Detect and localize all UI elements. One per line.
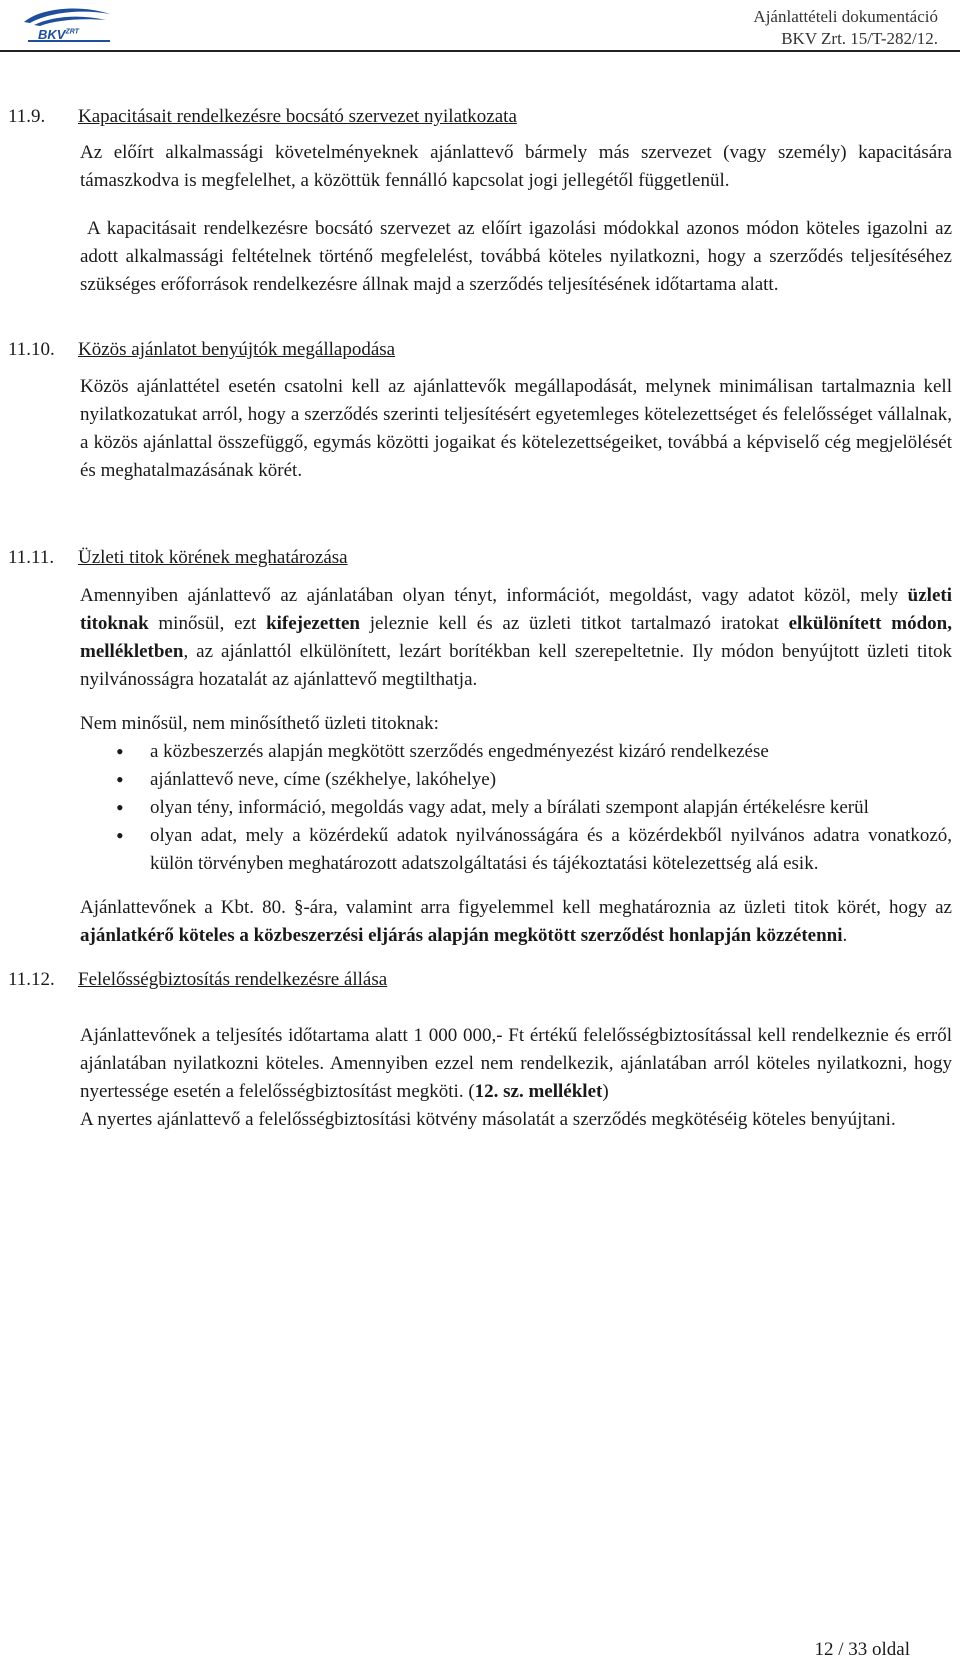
- section-11-9-heading: [8, 103, 952, 131]
- section-11-11-heading: [8, 544, 952, 572]
- list-item-text: ajánlattevő neve, címe (székhelye, lakóhelye): [150, 769, 497, 790]
- page-number: 12 / 33 oldal: [814, 1639, 910, 1660]
- paragraph: Ajánlattevőnek a teljesítés időtartama alatt 1 000 000,- Ft értékű felelősségbiztosítással kell rendelkeznie és erről ajánlatában nyilatkozni köteles. Amennyiben ezzel nem rendelkezik, ajánlatában arról köteles nyilatkozni, hogy nyertessége esetén a felelősségbiztosítást megköti. (12. sz. melléklet): [80, 1025, 952, 1102]
- page-header: [0, 0, 960, 48]
- header-divider: [0, 50, 960, 52]
- bkv-logo: [10, 6, 120, 46]
- logo-text: $BKV^{ZRT}$: [38, 27, 79, 42]
- section-number: 11.12.: [8, 969, 55, 990]
- paragraph: A nyertes ajánlattevő a felelősségbiztosítási kötvény másolatát a szerződés megkötéséig köteles benyújtani.: [80, 1109, 896, 1130]
- section-title: Üzleti titok körének meghatározása: [78, 547, 348, 568]
- bullet-icon: •: [116, 823, 124, 848]
- header-info: [753, 6, 938, 50]
- paragraph: Nem minősül, nem minősíthető üzleti titoknak:: [80, 713, 439, 734]
- section-11-11-body: [80, 582, 952, 950]
- list-item-text: olyan adat, mely a közérdekű adatok nyilvánosságára és a közérdekből nyilvános adatra vonatkozó, külön törvényben meghatározott adatszolgáltatási és tájékoztatási kötelezettség alá esik.: [150, 825, 952, 874]
- section-title: Közös ajánlatot benyújtók megállapodása: [78, 339, 396, 360]
- section-11-12-heading: [8, 966, 952, 994]
- bullet-icon: •: [116, 795, 124, 820]
- paragraph: Az előírt alkalmassági követelményeknek ajánlattevő bármely más szervezet (vagy személy) kapacitására támaszkodva is megfelelhet, a közöttük fennálló kapcsolat jogi jellegétől függetlenül.: [80, 142, 952, 191]
- paragraph: A kapacitásait rendelkezésre bocsátó szervezet az előírt igazolási módokkal azonos módon köteles igazolni az adott alkalmassági feltételnek történő megfelelést, továbbá köteles nyilatkozni, hogy a szerződés teljesítéséhez szükséges erőforrások rendelkezésre állnak majd a szerződés teljesítésének időtartama alatt.: [80, 218, 957, 295]
- list-item: [80, 738, 952, 766]
- paragraph: Ajánlattevőnek a Kbt. 80. §-ára, valamint arra figyelemmel kell meghatároznia az üzleti titok körét, hogy az ajánlatkérő köteles a közbeszerzési eljárás alapján megkötött szerződést honlapján közzétenni.: [80, 897, 952, 946]
- section-number: 11.9.: [8, 106, 46, 127]
- doc-title: Ajánlattételi dokumentáció: [753, 7, 938, 26]
- section-11-10-body: [80, 373, 952, 485]
- section-number: 11.11.: [8, 547, 55, 568]
- section-title: Kapacitásait rendelkezésre bocsátó szervezet nyilatkozata: [78, 106, 517, 127]
- doc-reference: BKV Zrt. 15/T-282/12.: [781, 29, 938, 48]
- bullet-icon: •: [116, 739, 124, 764]
- list-item: [80, 794, 952, 822]
- list-item-text: olyan tény, információ, megoldás vagy adat, mely a bírálati szempont alapján értékelésre kerül: [150, 797, 869, 818]
- section-11-12-body: [80, 1022, 952, 1134]
- exclusion-list: [80, 738, 952, 878]
- section-11-10-heading: [8, 336, 952, 364]
- section-title: Felelősségbiztosítás rendelkezésre állása: [78, 969, 388, 990]
- section-11-9-body: [80, 139, 957, 299]
- list-item: [80, 822, 952, 878]
- section-number: 11.10.: [8, 339, 55, 360]
- list-item-text: a közbeszerzés alapján megkötött szerződés engedményezést kizáró rendelkezése: [150, 741, 769, 762]
- document-body: [8, 103, 957, 1134]
- paragraph: Közös ajánlattétel esetén csatolni kell az ajánlattevők megállapodását, melynek minimálisan tartalmaznia kell nyilatkozatukat arról, hogy a szerződés szerinti teljesítésért egyetemleges kötelezettséget és felelősséget vállalnak, a közös ajánlattal összefüggő, egymás közötti jogaikat és kötelezettségeiket, továbbá a képviselő cég megjelölését és meghatalmazásának körét.: [80, 376, 952, 481]
- paragraph: Amennyiben ajánlattevő az ajánlatában olyan tényt, információt, megoldást, vagy adatot közöl, mely üzleti titoknak minősül, ezt kifejezetten jeleznie kell és az üzleti titkot tartalmazó iratokat elkülönített módon, mellékletben, az ajánlattól elkülönített, lezárt borítékban kell szerepeltetnie. Ily módon benyújtott üzleti titok nyilvánosságra hozatalát az ajánlattevő megtilthatja.: [80, 585, 952, 690]
- list-item: [80, 766, 952, 794]
- bullet-icon: •: [116, 767, 124, 792]
